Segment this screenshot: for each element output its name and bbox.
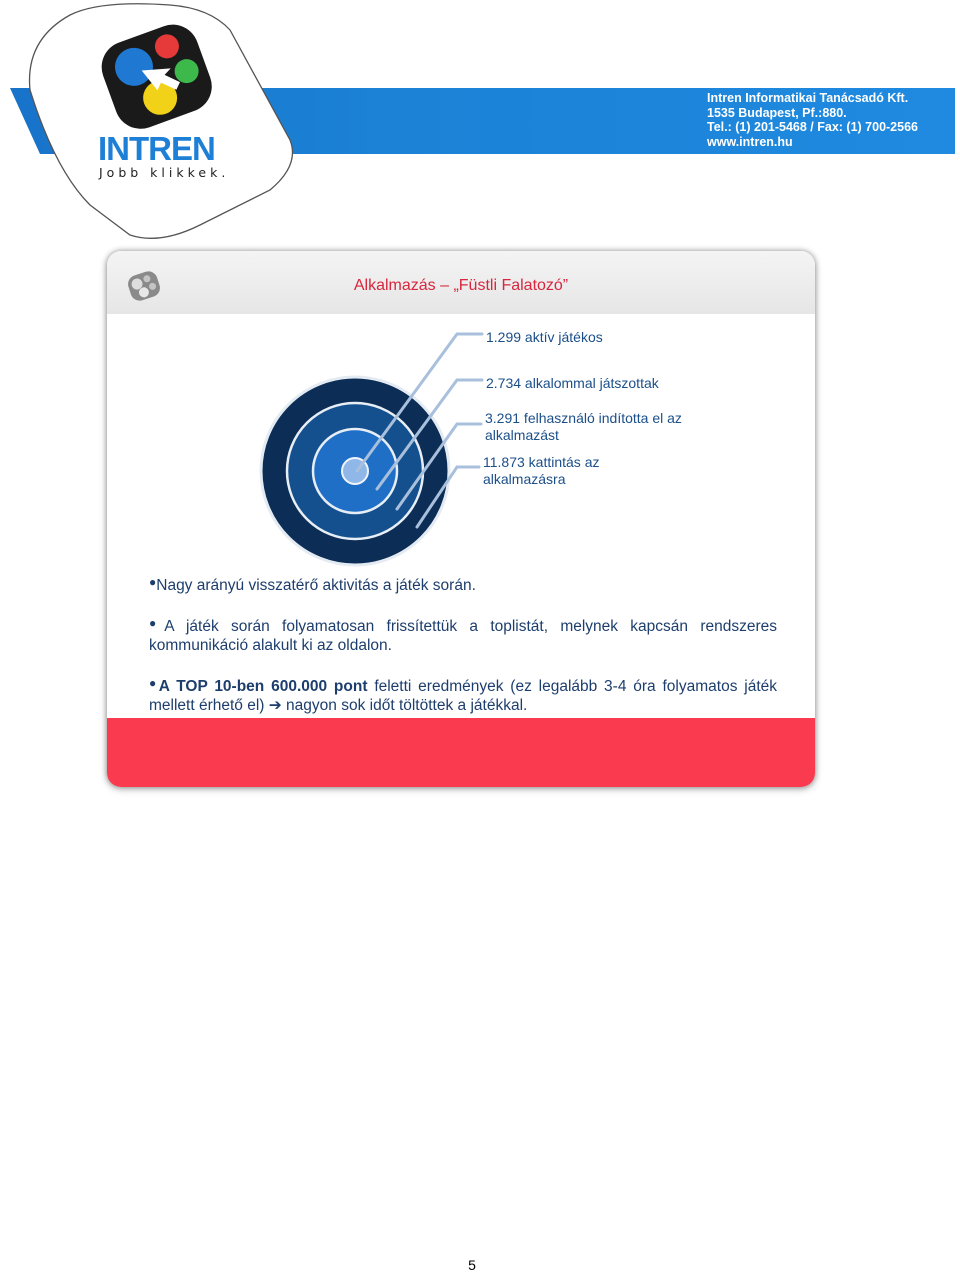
company-name: Intren Informatikai Tanácsadó Kft. bbox=[707, 91, 909, 105]
target-chart bbox=[107, 314, 815, 574]
bullet-item: ●A TOP 10-ben 600.000 pont feletti eredmények (ez legalább 3-4 óra folyamatos játék mellett érhető el) ➔ nagyon sok időt töltöttek a játékkal. bbox=[149, 676, 777, 714]
logo-panel bbox=[0, 0, 300, 250]
arrow-icon: ➔ bbox=[268, 697, 282, 714]
logo-tagline: Jobb klikkek. bbox=[99, 165, 230, 180]
stat-clicks: 11.873 kattintás az alkalmazásra bbox=[483, 454, 600, 487]
bullet-list bbox=[149, 573, 777, 734]
stat-active-players: 1.299 aktív játékos bbox=[486, 329, 603, 345]
company-website[interactable]: www.intren.hu bbox=[707, 134, 793, 149]
slide-footer-bar bbox=[107, 718, 815, 787]
bullet-item: ●Nagy arányú visszatérő aktivitás a játék során. bbox=[149, 575, 476, 594]
bullet-dot-icon: ● bbox=[149, 616, 165, 630]
slide-title: Alkalmazás – „Füstli Falatozó” bbox=[353, 277, 569, 294]
stat-plays: 2.734 alkalommal játszottak bbox=[486, 375, 659, 391]
slide bbox=[107, 251, 815, 787]
bullet-item: ●A játék során folyamatosan frissítettük a toplistát, melynek kapcsán rendszeres kommunikáció alakult ki az oldalon. bbox=[149, 616, 777, 654]
page-number: 5 bbox=[468, 1257, 476, 1273]
logo-wordmark: INTREN bbox=[98, 130, 215, 167]
company-address: 1535 Budapest, Pf.:880. bbox=[707, 105, 847, 120]
company-info bbox=[707, 91, 947, 149]
stat-launches: 3.291 felhasználó indította el az alkalmazást bbox=[485, 410, 682, 443]
bullet-dot-icon: ● bbox=[149, 676, 159, 690]
bullet-dot-icon: ● bbox=[149, 575, 157, 589]
company-phone: Tel.: (1) 201-5468 / Fax: (1) 700-2566 bbox=[707, 120, 918, 135]
